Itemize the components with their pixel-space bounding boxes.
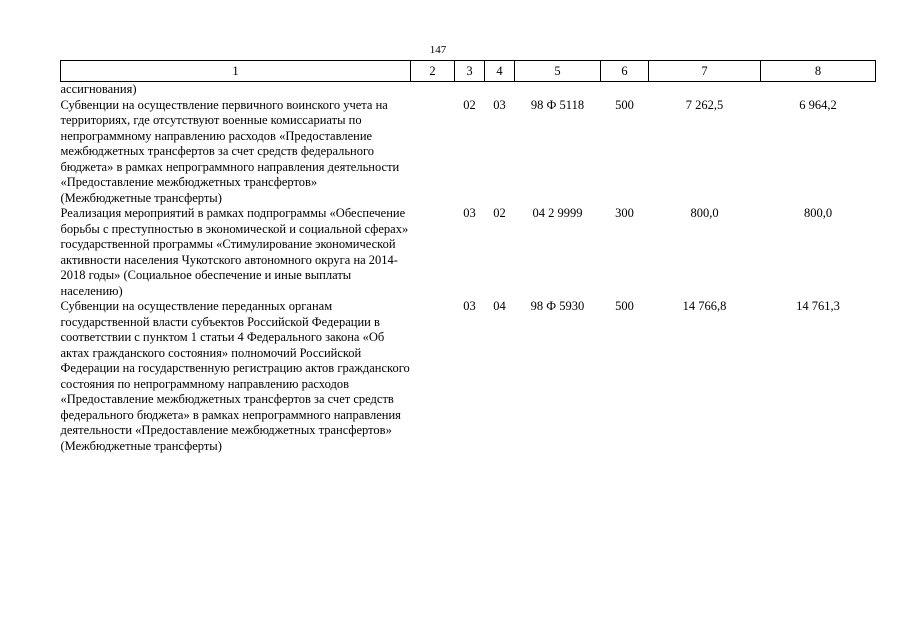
table-row — [61, 206, 876, 299]
table-row — [61, 98, 876, 207]
budget-table — [60, 60, 876, 454]
continuation-row — [61, 82, 876, 98]
row-expense-type: 500 — [615, 97, 634, 112]
row-section-code: 03 — [463, 299, 476, 313]
row-description: Реализация мероприятий в рамках подпрограммы «Обеспечение борьбы с преступностью в экономической и социальной сферах» государственной программы «Стимулирование экономической активности населения Чукотского автономного округа на 2014-2018 годы» (Социальное обеспечение и иные выплаты населению) — [60, 206, 409, 298]
row-target-code: 98 Ф 5930 — [530, 299, 585, 313]
column-header-3: 3 — [455, 61, 485, 82]
row-col2 — [411, 98, 455, 207]
column-header-6: 6 — [601, 61, 649, 82]
row-expense-type: 300 — [615, 206, 634, 220]
row-subsection-code: 02 — [493, 206, 506, 220]
row-col2 — [411, 206, 455, 299]
column-header-7: 7 — [649, 61, 761, 82]
column-header-1: 1 — [61, 61, 411, 82]
row-section-code: 02 — [463, 97, 476, 112]
page-number: 147 — [429, 44, 447, 56]
table-row — [61, 299, 876, 454]
row-amount-8: 800,0 — [803, 206, 833, 220]
row-amount-8: 14 761,3 — [796, 299, 840, 313]
row-amount-7: 800,0 — [690, 206, 719, 220]
row-amount-7: 14 766,8 — [682, 299, 727, 313]
row-amount-8: 6 964,2 — [799, 97, 837, 112]
column-header-2: 2 — [411, 61, 455, 82]
column-header-4: 4 — [485, 61, 515, 82]
column-header-8: 8 — [761, 61, 876, 82]
row-description: Субвенции на осуществление переданных органам государственной власти субъектов Российской Федерации в соответствии с пунктом 1 статьи 4 Федерального закона «Об актах гражданского состояния» полномочий Российской Федерации на государственную регистрацию актов гражданского состояния по непрограммному направлению расходов «Предоставление межбюджетных трансфертов за счет средств федерального бюджета» в рамках непрограммного направления деятельности «Предоставление межбюджетных трансфертов» (Межбюджетные трансферты) — [60, 299, 410, 453]
continuation-text: ассигнования) — [60, 82, 137, 96]
column-number-header — [61, 61, 876, 82]
row-subsection-code: 03 — [493, 97, 506, 112]
row-subsection-code: 04 — [493, 299, 506, 313]
row-description: Субвенции на осуществление первичного воинского учета на территориях, где отсутствуют военные комиссариаты по непрограммному направлению расходов «Предоставление межбюджетных трансфертов за счет средств федерального бюджета» в рамках непрограммного направления деятельности «Предоставление межбюджетных трансфертов» (Межбюджетные трансферты) — [60, 97, 400, 205]
row-amount-7: 7 262,5 — [685, 97, 724, 112]
row-target-code: 98 Ф 5118 — [530, 97, 585, 112]
row-expense-type: 500 — [615, 299, 634, 313]
row-col2 — [411, 299, 455, 454]
column-header-5: 5 — [515, 61, 601, 82]
row-target-code: 04 2 9999 — [532, 206, 583, 220]
row-section-code: 03 — [463, 206, 476, 220]
